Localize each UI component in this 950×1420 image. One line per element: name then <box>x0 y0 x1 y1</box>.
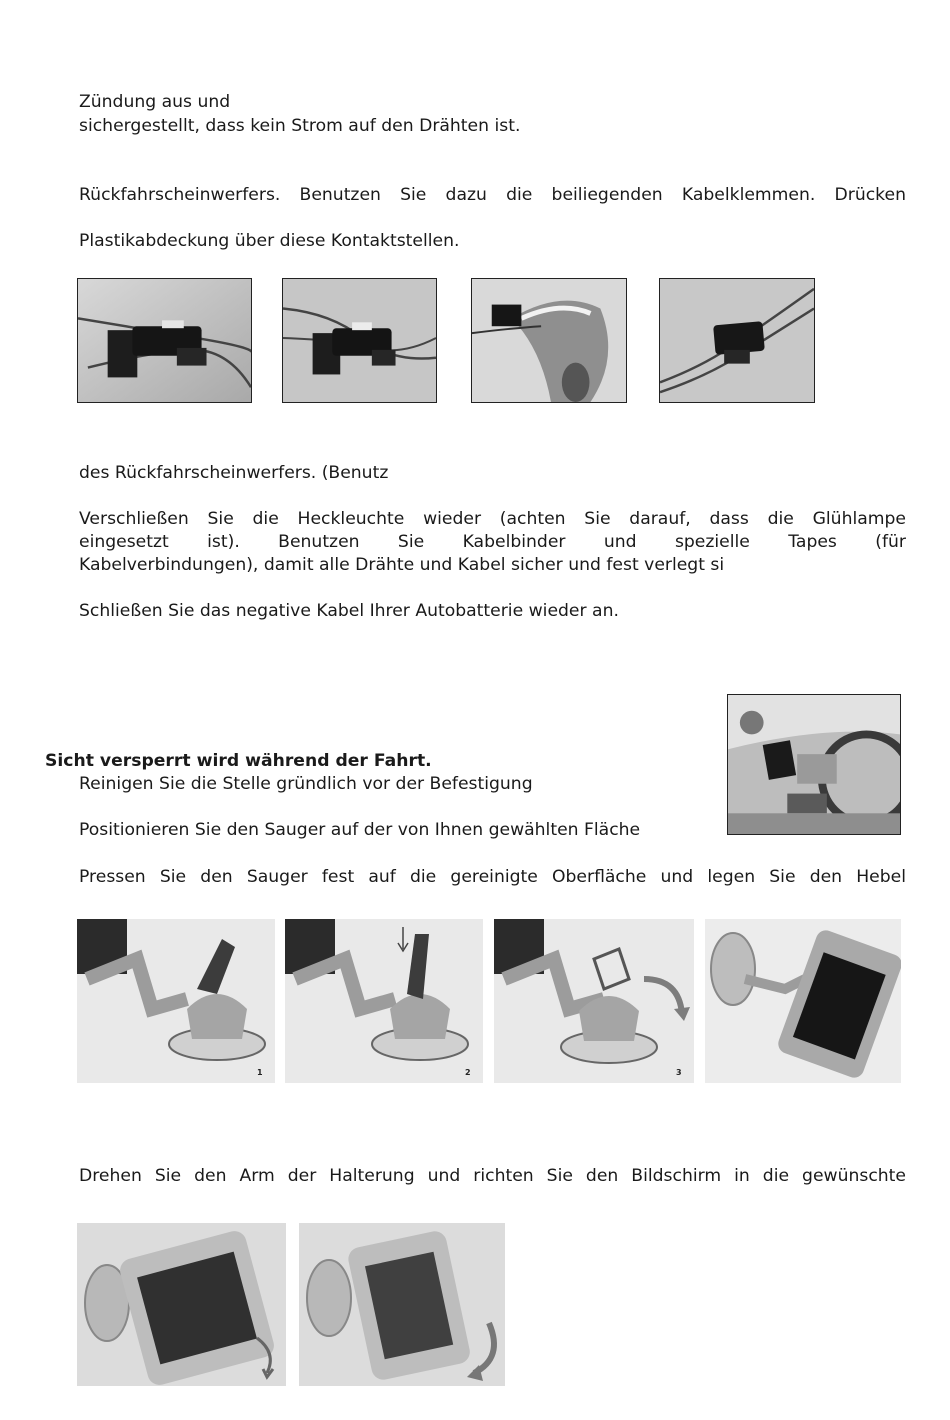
text-no-power: sichergestellt, dass kein Strom auf den Drähten ist. <box>79 116 521 136</box>
illustration-rotate-screen-2 <box>299 1223 505 1386</box>
step-number-3: 3 <box>676 1068 682 1077</box>
text-reverse-light: des Rückfahrscheinwerfers. (Benutz <box>79 463 389 483</box>
illustration-rotate-screen-1 <box>77 1223 286 1386</box>
illustration-mount-step-2 <box>285 919 483 1083</box>
text-close-taillight-1: Verschließen Sie die Heckleuchte wieder (achten Sie darauf, dass die Glühlampe <box>79 509 906 529</box>
illustration-mount-step-1 <box>77 919 275 1083</box>
text-clean-surface: Reinigen Sie die Stelle gründlich vor der Befestigung <box>79 774 533 794</box>
illustration-mount-step-3 <box>494 919 694 1083</box>
text-close-taillight-2: eingesetzt ist). Benutzen Sie Kabelbinder und spezielle Tapes (für <box>79 532 906 552</box>
photo-monitor-on-dashboard <box>727 694 901 835</box>
photo-clamp-closed <box>659 278 815 403</box>
text-press-suction: Pressen Sie den Sauger fest auf die gereinigte Oberfläche und legen Sie den Hebel <box>79 867 906 887</box>
text-plastic-cover: Plastikabdeckung über diese Kontaktstellen. <box>79 231 460 251</box>
text-rotate-arm: Drehen Sie den Arm der Halterung und richten Sie den Bildschirm in die gewünschte <box>79 1166 906 1186</box>
text-ignition-off: Zündung aus und <box>79 92 231 112</box>
text-close-taillight-3: Kabelverbindungen), damit alle Drähte und Kabel sicher und fest verlegt si <box>79 555 725 575</box>
step-number-2: 2 <box>465 1068 471 1077</box>
text-clamps: Rückfahrscheinwerfers. Benutzen Sie dazu die beiliegenden Kabelklemmen. Drücken <box>79 185 906 205</box>
photo-wire-clamp-open <box>77 278 252 403</box>
photo-wire-clamp-inserted <box>282 278 437 403</box>
illustration-mounted-monitor <box>705 919 901 1083</box>
text-reconnect-battery: Schließen Sie das negative Kabel Ihrer Autobatterie wieder an. <box>79 601 619 621</box>
text-position-suction: Positionieren Sie den Sauger auf der von Ihnen gewählten Fläche <box>79 820 641 840</box>
step-number-1: 1 <box>257 1068 263 1077</box>
photo-clamp-pliers <box>471 278 627 403</box>
heading-view-blocked: Sicht versperrt wird während der Fahrt. <box>45 751 432 771</box>
